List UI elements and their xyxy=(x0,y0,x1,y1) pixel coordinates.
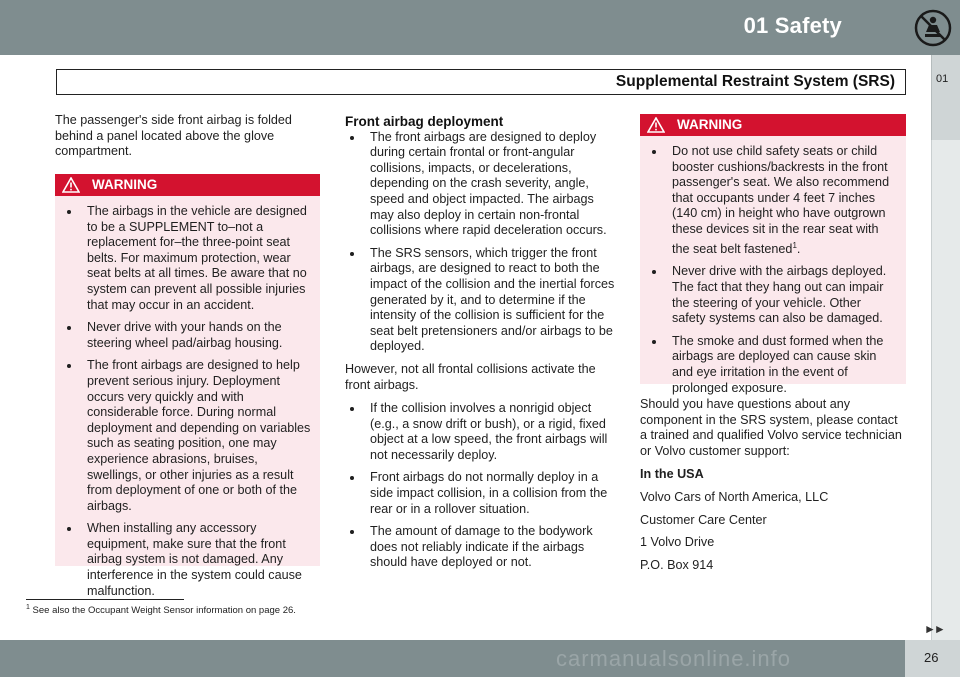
bullet-icon xyxy=(652,150,656,154)
warning-item: The smoke and dust formed when the airbags are deployed can cause skin and eye irritation in the event of prolonged exposure. xyxy=(640,334,898,396)
footnote-divider xyxy=(26,599,184,600)
bullet-icon xyxy=(652,270,656,274)
warning-title: WARNING xyxy=(92,177,158,193)
section-title: Supplemental Restraint System (SRS) xyxy=(615,73,895,90)
warning-item: The airbags in the vehicle are designed to be a SUPPLEMENT to–not a replacement for–the three-point seat belts. For maximum protection, wear seat belts at all times. Be aware that no system can prevent all possible injuries that may occur in an accident. xyxy=(55,204,312,313)
warning-header xyxy=(55,174,320,196)
intro-paragraph: The passenger's side front airbag is folded behind a panel located above the glove compartment. xyxy=(55,113,292,159)
address-line: Customer Care Center xyxy=(640,512,767,527)
bullet-icon xyxy=(67,326,71,330)
footnote: $^1$ See also the Occupant Weight Sensor information on page 26. xyxy=(26,604,296,617)
address-line: Volvo Cars of North America, LLC xyxy=(640,489,829,504)
warning-header xyxy=(640,114,906,136)
warning-box-right xyxy=(640,114,906,395)
deployment-item: Front airbags do not normally deploy in a side impact collision, in a collision from the rear or in a rollover situation. xyxy=(338,470,615,517)
deployment-item: The amount of damage to the bodywork does not reliably indicate if the airbags should have deployed or not. xyxy=(338,524,615,571)
chapter-icon-box xyxy=(905,0,960,55)
warning-item: When installing any accessory equipment, make sure that the front airbag system is not damaged. Any interference in the system could cause malfunction. xyxy=(55,521,312,599)
deployment-item: If the collision involves a nonrigid object (e.g., a snow drift or bush), or a rigid, fixed object at a low speed, the front airbags will not necessarily deploy. xyxy=(338,401,615,463)
deployment-note: However, not all frontal collisions activate the front airbags. xyxy=(345,361,596,392)
warning-triangle-icon xyxy=(647,117,665,133)
bullet-icon xyxy=(350,136,354,140)
chapter-side-tab[interactable] xyxy=(931,55,960,140)
no-child-seat-icon xyxy=(913,8,953,48)
warning-item: Never drive with your hands on the steering wheel pad/airbag housing. xyxy=(55,320,312,351)
header-band xyxy=(0,0,905,55)
address-line: 1 Volvo Drive xyxy=(640,535,715,550)
page-number: 26 xyxy=(924,650,939,665)
footer-band xyxy=(0,640,960,677)
section-title-box xyxy=(56,69,906,95)
deployment-item: The SRS sensors, which trigger the front airbags, are designed to react to both the impact of the collision and the inertial forces generated by it, and to determine if the intensity of the collision is sufficient for the seat belt pretensioners and/or airbags to be deployed. xyxy=(338,246,615,355)
warning-title: WARNING xyxy=(677,117,743,133)
watermark: carmanualsonline.info xyxy=(556,646,792,671)
warning-triangle-icon xyxy=(62,177,80,193)
warning-item: Never drive with the airbags deployed. The fact that they hang out can impair the steering of your vehicle. Other safety systems can also be damaged. xyxy=(640,264,898,326)
chapter-title: 01 Safety xyxy=(743,13,842,38)
contact-section xyxy=(640,397,906,573)
contact-intro: Should you have questions about any component in the SRS system, please contact a trained and qualified Volvo service technician or Volvo customer support: xyxy=(640,397,902,458)
bullet-icon xyxy=(67,364,71,368)
chapter-side-tab-label: 01 xyxy=(936,73,949,85)
deployment-item: The front airbags are designed to deploy during certain frontal or front-angular collisions, impacts, or decelerations, depending on the crash severity, angle, speed and object impacted. The airbags may also deploy in certain non-frontal collisions where rapid deceleration occurs. xyxy=(338,130,615,239)
warning-item: The front airbags are designed to help prevent serious injury. Deployment occurs very quickly and with considerable force. During normal deployment and depending on variables such as seating position, one may experience abrasions, bruises, swellings, or other injuries as a result from deployment of one or both of the airbags. xyxy=(55,358,312,514)
bullet-icon xyxy=(350,530,354,534)
bullet-icon xyxy=(652,340,656,344)
bullet-icon xyxy=(350,252,354,256)
deployment-heading: Front airbag deployment xyxy=(345,114,504,129)
region-heading: In the USA xyxy=(640,467,704,482)
bullet-icon xyxy=(350,476,354,480)
next-page-arrows-icon[interactable]: ►► xyxy=(924,622,944,636)
warning-item: Do not use child safety seats or child booster cushions/backrests in the front passenger's seat. We also recommend that occupants under 4 feet 7 inches (140 cm) in height who have outgrown these devices sit in the rear seat with the seat belt fastened$^1$. xyxy=(640,144,898,257)
address-line: P.O. Box 914 xyxy=(640,557,714,572)
side-strip xyxy=(931,140,960,640)
warning-box-left xyxy=(55,174,320,598)
bullet-icon xyxy=(350,407,354,411)
footnote-ref[interactable]: 1 xyxy=(792,240,797,250)
bullet-icon xyxy=(67,210,71,214)
bullet-icon xyxy=(67,527,71,531)
deployment-column xyxy=(345,114,615,578)
